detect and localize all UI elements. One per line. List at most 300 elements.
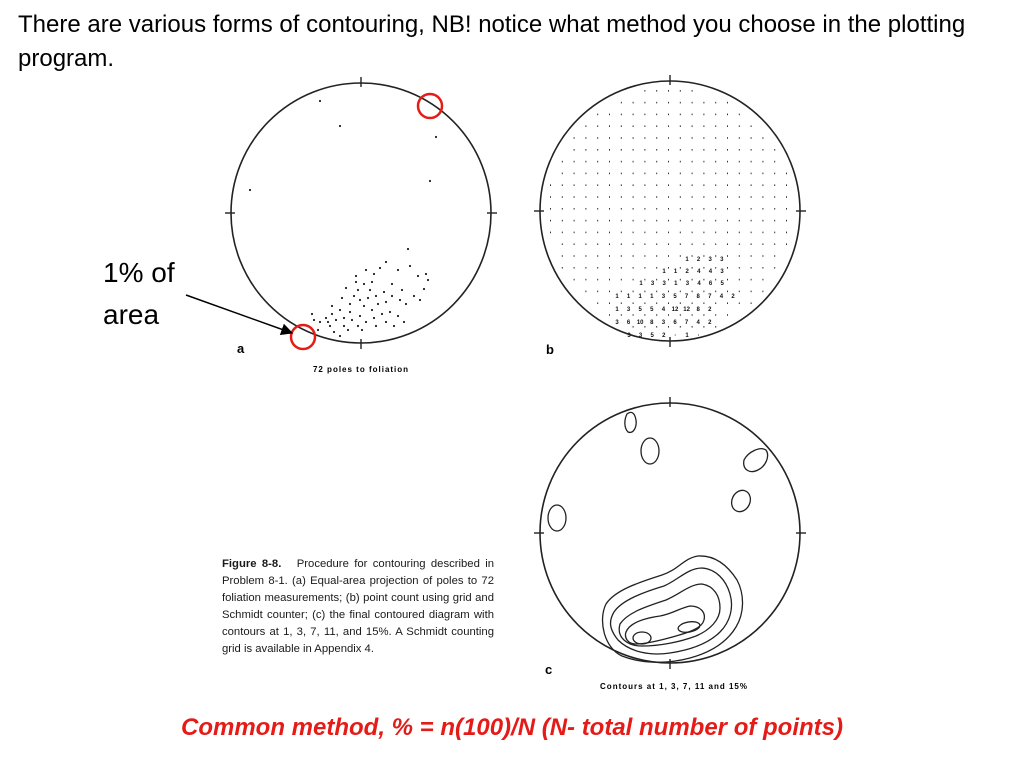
grid-point (597, 114, 598, 116)
grid-point (609, 125, 610, 127)
grid-point (774, 208, 775, 210)
grid-point (621, 114, 622, 116)
grid-point (739, 255, 740, 257)
pole-point (339, 335, 341, 337)
grid-point (703, 125, 704, 127)
grid-count-value: 3 (650, 281, 655, 287)
grid-point (680, 137, 681, 139)
grid-count-value: 1 (626, 294, 631, 300)
grid-point (633, 220, 634, 222)
grid-point (609, 149, 610, 151)
grid-point (633, 184, 634, 186)
pole-point (355, 275, 357, 277)
grid-point (692, 208, 693, 210)
grid-count-value: 1 (685, 257, 689, 263)
grid-point (585, 173, 586, 175)
grid-count-value: 12 (671, 307, 679, 313)
grid-count-value: 3 (662, 281, 666, 287)
grid-count-value: 2 (685, 269, 689, 275)
grid-count-value: 3 (627, 333, 631, 339)
pole-point (383, 291, 385, 293)
grid-point (644, 326, 645, 328)
grid-count-value: 2 (662, 333, 666, 339)
grid-point (703, 196, 704, 198)
grid-count-value: 4 (696, 320, 700, 326)
pole-point (335, 319, 337, 321)
grid-point (692, 114, 693, 116)
grid-point (680, 232, 681, 234)
grid-point (703, 149, 704, 151)
grid-point (656, 302, 657, 304)
grid-point (597, 232, 598, 234)
pole-point (385, 321, 387, 323)
grid-point (668, 267, 669, 269)
pole-point (425, 273, 427, 275)
grid-point (644, 161, 645, 163)
grid-point (727, 196, 728, 198)
grid-point (715, 184, 716, 186)
pole-point (407, 248, 409, 250)
slide-title: There are various forms of contouring, NB! notice what method you choose in the plotting program. (18, 11, 966, 72)
grid-point (774, 267, 775, 269)
grid-point (680, 125, 681, 127)
grid-count-value: 12 (683, 307, 690, 313)
pole-point (361, 329, 363, 331)
grid-point (621, 243, 622, 245)
contour-15pct-left (633, 632, 651, 644)
grid-point (703, 255, 704, 257)
grid-point (703, 173, 704, 175)
grid-point (762, 173, 763, 175)
grid-count-value: · (674, 333, 677, 339)
grid-point (633, 255, 634, 257)
grid-point (656, 291, 657, 293)
grid-point (562, 161, 563, 163)
grid-point (751, 255, 752, 257)
grid-point (597, 184, 598, 186)
grid-point (762, 255, 763, 257)
area-annotation-line1: 1% of (103, 257, 175, 288)
grid-point (621, 220, 622, 222)
grid-point (644, 196, 645, 198)
grid-point (774, 184, 775, 186)
grid-point (585, 196, 586, 198)
grid-point (597, 196, 598, 198)
grid-point (597, 208, 598, 210)
grid-point (668, 243, 669, 245)
grid-point (621, 184, 622, 186)
pole-point (371, 281, 373, 283)
pole-point (363, 283, 365, 285)
grid-point (727, 125, 728, 127)
pole-point (355, 281, 357, 283)
net-c-contours (548, 412, 768, 662)
pole-point (343, 325, 345, 327)
grid-point (692, 161, 693, 163)
grid-point (656, 220, 657, 222)
grid-point (621, 196, 622, 198)
grid-point (751, 243, 752, 245)
net-b-grid-points (550, 90, 787, 328)
pole-point (325, 317, 327, 319)
grid-point (751, 149, 752, 151)
grid-point (562, 196, 563, 198)
grid-point (633, 161, 634, 163)
grid-point (609, 114, 610, 116)
grid-point (644, 102, 645, 104)
grid-point (680, 208, 681, 210)
grid-point (597, 279, 598, 281)
grid-point (644, 232, 645, 234)
pole-point (391, 295, 393, 297)
pole-point (313, 319, 315, 321)
grid-point (727, 243, 728, 245)
grid-count-value: 7 (684, 294, 689, 300)
grid-point (680, 302, 681, 304)
grid-point (762, 184, 763, 186)
grid-point (727, 232, 728, 234)
grid-point (585, 255, 586, 257)
grid-point (774, 232, 775, 234)
grid-point (597, 173, 598, 175)
grid-count-value: 2 (731, 294, 735, 300)
grid-point (656, 267, 657, 269)
grid-point (656, 279, 657, 281)
grid-count-value: 3 (615, 320, 619, 326)
grid-point (609, 267, 610, 269)
pole-point (381, 313, 383, 315)
grid-point (692, 326, 693, 328)
grid-point (739, 243, 740, 245)
grid-point (644, 267, 645, 269)
grid-point (692, 302, 693, 304)
net-c-primitive-circle (540, 403, 800, 663)
grid-point (727, 279, 728, 281)
grid-point (703, 208, 704, 210)
grid-point (562, 267, 563, 269)
grid-point (751, 208, 752, 210)
grid-point (621, 173, 622, 175)
grid-point (609, 173, 610, 175)
grid-point (739, 232, 740, 234)
grid-point (633, 326, 634, 328)
grid-count-value: 5 (673, 294, 677, 300)
grid-point (692, 102, 693, 104)
pole-point (399, 299, 401, 301)
grid-point (668, 161, 669, 163)
grid-point (609, 243, 610, 245)
grid-point (597, 255, 598, 257)
pole-point (317, 329, 319, 331)
grid-count-value: 4 (708, 269, 713, 275)
pole-point (359, 315, 361, 317)
net-a-tick-marks (225, 77, 497, 349)
grid-count-value: 3 (720, 257, 724, 263)
grid-point (762, 279, 763, 281)
grid-point (644, 255, 645, 257)
contour-15pct-right (677, 620, 700, 634)
grid-point (739, 208, 740, 210)
grid-point (609, 184, 610, 186)
grid-point (644, 243, 645, 245)
grid-point (656, 326, 657, 328)
grid-point (621, 279, 622, 281)
grid-point (597, 267, 598, 269)
grid-count-value: 2 (708, 320, 712, 326)
grid-point (692, 255, 693, 257)
pole-point (319, 321, 321, 323)
grid-count-value: 1 (685, 333, 689, 339)
grid-point (644, 291, 645, 293)
grid-point (597, 149, 598, 151)
grid-point (703, 220, 704, 222)
pole-point (367, 297, 369, 299)
grid-point (786, 208, 787, 210)
pole-point (341, 297, 343, 299)
grid-point (668, 291, 669, 293)
pole-point (345, 287, 347, 289)
grid-point (762, 161, 763, 163)
grid-count-value: 8 (696, 307, 700, 313)
grid-point (644, 149, 645, 151)
grid-point (703, 279, 704, 281)
grid-point (715, 114, 716, 116)
grid-point (762, 232, 763, 234)
grid-point (762, 267, 763, 269)
grid-point (703, 326, 704, 328)
pole-point (331, 305, 333, 307)
grid-point (751, 161, 752, 163)
grid-point (692, 125, 693, 127)
grid-point (751, 125, 752, 127)
grid-point (633, 149, 634, 151)
grid-point (680, 102, 681, 104)
grid-point (609, 291, 610, 293)
annotation-arrow (186, 295, 292, 333)
grid-point (621, 125, 622, 127)
grid-count-value: 5 (650, 307, 654, 313)
pole-point (353, 295, 355, 297)
grid-point (715, 208, 716, 210)
grid-point (574, 137, 575, 139)
pole-point (403, 321, 405, 323)
pole-point (327, 321, 329, 323)
grid-point (621, 161, 622, 163)
grid-point (609, 302, 610, 304)
grid-point (668, 196, 669, 198)
grid-point (562, 208, 563, 210)
grid-point (751, 173, 752, 175)
grid-count-value: 1 (638, 294, 642, 300)
net-a-primitive-circle (231, 83, 491, 343)
grid-point (562, 173, 563, 175)
grid-point (609, 196, 610, 198)
grid-point (703, 102, 704, 104)
grid-point (703, 232, 704, 234)
grid-point (751, 267, 752, 269)
grid-point (668, 326, 669, 328)
grid-point (680, 184, 681, 186)
grid-point (585, 220, 586, 222)
grid-count-value: 4 (661, 307, 666, 313)
grid-point (574, 279, 575, 281)
net-b-primitive-circle (540, 81, 800, 341)
grid-count-value: 3 (708, 257, 712, 263)
grid-point (680, 279, 681, 281)
grid-point (739, 149, 740, 151)
pole-point (401, 289, 403, 291)
grid-point (633, 196, 634, 198)
net-c-label: c (545, 662, 553, 677)
grid-point (727, 184, 728, 186)
pole-point (379, 267, 381, 269)
grid-point (668, 90, 669, 92)
grid-point (562, 184, 563, 186)
grid-point (621, 232, 622, 234)
pole-point (249, 189, 251, 191)
grid-point (656, 102, 657, 104)
net-b-tick-marks (534, 75, 806, 347)
grid-point (703, 314, 704, 316)
pole-point (347, 329, 349, 331)
grid-point (621, 314, 622, 316)
grid-point (739, 161, 740, 163)
grid-point (644, 90, 645, 92)
grid-point (739, 125, 740, 127)
grid-point (680, 90, 681, 92)
grid-point (656, 161, 657, 163)
grid-point (692, 232, 693, 234)
grid-count-value: 3 (720, 269, 724, 275)
grid-point (550, 208, 551, 210)
grid-point (727, 267, 728, 269)
grid-point (597, 291, 598, 293)
pole-point (357, 325, 359, 327)
grid-point (633, 102, 634, 104)
grid-count-value: 1 (662, 269, 666, 275)
grid-point (574, 184, 575, 186)
grid-point (574, 243, 575, 245)
grid-point (680, 161, 681, 163)
grid-point (751, 196, 752, 198)
grid-point (715, 302, 716, 304)
pole-point (391, 283, 393, 285)
grid-point (703, 291, 704, 293)
grid-point (668, 208, 669, 210)
grid-point (762, 220, 763, 222)
grid-point (656, 114, 657, 116)
grid-point (656, 232, 657, 234)
grid-point (751, 220, 752, 222)
pole-point (363, 305, 365, 307)
grid-point (621, 302, 622, 304)
grid-point (727, 208, 728, 210)
grid-point (574, 161, 575, 163)
grid-point (774, 255, 775, 257)
grid-point (751, 291, 752, 293)
grid-count-value: 1 (615, 294, 619, 300)
grid-point (621, 267, 622, 269)
grid-point (668, 220, 669, 222)
grid-point (574, 196, 575, 198)
grid-point (715, 326, 716, 328)
grid-point (633, 232, 634, 234)
grid-point (703, 243, 704, 245)
grid-point (585, 232, 586, 234)
grid-point (656, 314, 657, 316)
grid-point (621, 255, 622, 257)
grid-point (692, 149, 693, 151)
area-annotation-line2: area (103, 299, 160, 330)
grid-point (680, 243, 681, 245)
grid-point (692, 291, 693, 293)
grid-point (715, 196, 716, 198)
grid-point (656, 255, 657, 257)
pole-point (373, 273, 375, 275)
grid-point (739, 137, 740, 139)
grid-point (633, 125, 634, 127)
grid-point (703, 161, 704, 163)
grid-count-value: 2 (708, 307, 712, 313)
grid-count-value: 1 (673, 269, 678, 275)
contour-1pct-top (625, 412, 636, 432)
grid-point (621, 291, 622, 293)
grid-point (680, 255, 681, 257)
grid-point (680, 326, 681, 328)
grid-point (644, 114, 645, 116)
grid-count-value: 8 (696, 294, 700, 300)
grid-point (597, 302, 598, 304)
grid-point (739, 220, 740, 222)
grid-count-value: 5 (650, 333, 654, 339)
pole-point (343, 317, 345, 319)
grid-point (715, 149, 716, 151)
grid-point (680, 173, 681, 175)
figure-caption-heading: Figure 8-8. (222, 558, 282, 570)
grid-count-value: 1 (674, 281, 678, 287)
grid-count-value: 6 (708, 281, 713, 287)
grid-point (550, 196, 551, 198)
grid-point (585, 137, 586, 139)
grid-point (751, 279, 752, 281)
grid-point (574, 208, 575, 210)
grid-point (609, 220, 610, 222)
grid-point (692, 137, 693, 139)
pole-point (369, 289, 371, 291)
grid-point (668, 314, 669, 316)
grid-point (574, 173, 575, 175)
grid-point (585, 125, 586, 127)
grid-point (656, 196, 657, 198)
grid-point (762, 243, 763, 245)
grid-point (562, 243, 563, 245)
grid-point (633, 173, 634, 175)
grid-point (656, 125, 657, 127)
grid-point (644, 279, 645, 281)
pole-point (429, 180, 431, 182)
pole-point (423, 288, 425, 290)
grid-count-value: 6 (673, 320, 677, 326)
grid-point (574, 232, 575, 234)
grid-point (633, 267, 634, 269)
net-a (186, 77, 497, 374)
grid-point (786, 220, 787, 222)
grid-point (550, 220, 551, 222)
grid-point (692, 279, 693, 281)
grid-point (727, 102, 728, 104)
pole-point (375, 325, 377, 327)
grid-point (656, 208, 657, 210)
